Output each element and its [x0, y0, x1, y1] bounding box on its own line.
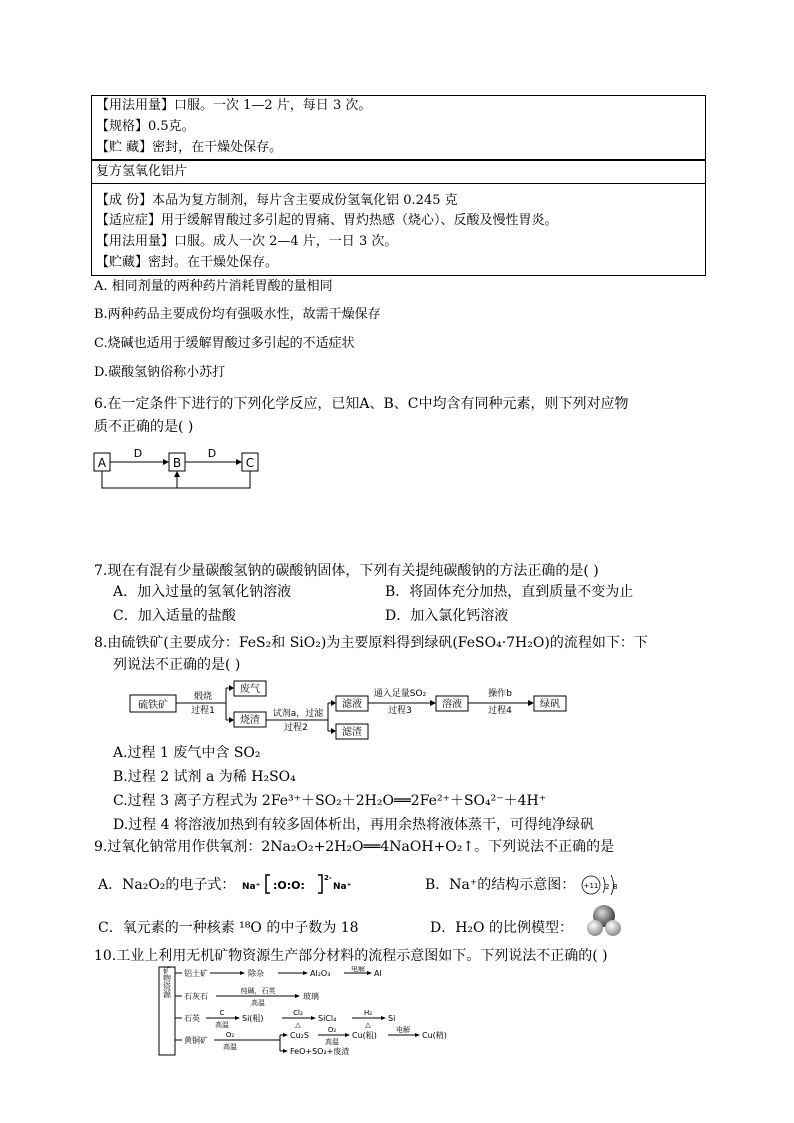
q8-opb-label: 操作b: [488, 689, 512, 699]
q8-step2-label: 过程2: [284, 723, 308, 733]
q10-row2-p1: 玻璃: [303, 992, 319, 1001]
q6-loop-arrow: [174, 471, 180, 477]
q10-row4-side: FeO+SO₂+废渣: [290, 1047, 350, 1056]
q8-product-label: 绿矾: [540, 699, 560, 710]
q10-row1-p1: Al₂O₃: [310, 969, 331, 978]
q10-row3-c3b: △: [365, 1021, 371, 1029]
q10-row1-p2: Al: [374, 969, 382, 978]
q10-row3-c1b: 高温: [215, 1021, 229, 1029]
q6-box-b-label: B: [172, 456, 182, 470]
q5-option-a: A. 相同剂量的两种药片消耗胃酸的量相同: [94, 279, 333, 294]
q9-shell2: 8: [613, 883, 618, 891]
q10-row1-mid: 除杂: [248, 969, 264, 978]
q8-filtrate-label: 滤液: [342, 699, 362, 710]
q8-option-a: A.过程 1 废气中含 SO₂: [113, 745, 261, 761]
q10-row3-c1: C: [219, 1009, 225, 1017]
q7-stem: 7.现在有混有少量碳酸氢钠的碳酸钠固体，下列有关提纯碳酸钠的方法正确的是( ): [94, 563, 599, 579]
q6-box-a-label: A: [97, 456, 107, 470]
q5-option-d: D.碳酸氢钠俗称小苏打: [94, 365, 226, 380]
q10-row4-c3: 电解: [396, 1026, 410, 1034]
q10-row4-start: 黄铜矿: [184, 1036, 208, 1045]
q8-reagent-label: 试剂a，过滤: [272, 709, 324, 719]
q8-solution-label: 溶液: [442, 699, 462, 710]
q8-roast-label: 煅烧: [193, 692, 213, 702]
q5-option-b: B.两种药品主要成份均有强吸水性，故需干燥保存: [94, 307, 381, 322]
q9-option-d: D．H₂O 的比例模型：: [430, 920, 573, 936]
q9-o2-symbol: :O:O:: [273, 879, 305, 892]
drug1-spec: 【规格】0.5克。: [96, 119, 195, 134]
q9-na-ion-diagram: [580, 872, 630, 898]
q10-row1-cond: 电解: [351, 966, 365, 973]
q8-flowchart: [128, 680, 578, 740]
q7-option-d: D．加入氯化钙溶液: [385, 608, 509, 624]
drug1-storage: 【贮 藏】密封，在干燥处保存。: [96, 140, 283, 155]
q10-row2-start: 石灰石: [184, 992, 208, 1001]
q10-row4-c2b: 高温: [325, 1038, 339, 1046]
q10-row3-p3: Si: [388, 1014, 396, 1023]
q10-row1-start: 铝土矿: [184, 969, 208, 978]
q7-option-a: A．加入过量的氢氧化钠溶液: [113, 584, 292, 600]
q6-box-c-label: C: [245, 456, 255, 470]
q10-row4-p3: Cu(精): [422, 1031, 447, 1040]
q9-water-model: [584, 904, 624, 938]
q8-option-c: C.过程 3 离子方程式为 2Fe³⁺＋SO₂＋2H₂O══2Fe²⁺＋SO₄²⁻＋4H⁺: [113, 793, 547, 809]
q7-option-c: C．加入适量的盐酸: [113, 608, 236, 624]
q8-step3-label: 过程3: [388, 706, 412, 716]
q8-dregs-label: 滤渣: [342, 727, 362, 738]
q10-row4-c1: O₂: [225, 1031, 235, 1039]
q10-row3-c3: H₂: [363, 1009, 373, 1017]
q10-row4-c1b: 高温: [223, 1043, 237, 1051]
drug2-ingredients: 【成 份】本品为复方制剂，每片含主要成份氢氧化铝 0.245 克: [96, 193, 458, 208]
q8-step1-label: 过程1: [191, 706, 215, 716]
q10-flowchart: [158, 966, 458, 1058]
q10-row3-p1: Si(粗): [242, 1014, 264, 1023]
q8-stem-line2: 列说法不正确的是( ): [113, 657, 241, 673]
q10-source-label: 矿物资源: [162, 966, 172, 998]
drug2-indications: 【适应症】用于缓解胃酸过多引起的胃痛、胃灼热感（烧心）、反酸及慢性胃炎。: [96, 213, 558, 228]
q10-stem: 10.工业上利用无机矿物资源生产部分材料的流程示意图如下。下列说法不正确的( ): [94, 948, 608, 964]
q9-na-left: Na⁺: [242, 882, 261, 892]
q9-option-a: A．Na₂O₂的电子式：: [98, 877, 236, 893]
q8-option-d: D.过程 4 将溶液加热到有较多固体析出，再用余热将液体蒸干，可得纯净绿矾: [113, 817, 594, 833]
drug2-name: 复方氢氧化铝片: [96, 164, 188, 179]
q6-reagent-1: D: [133, 447, 143, 460]
q8-so2-label: 通入足量SO₂: [373, 689, 427, 699]
q9-na-right: Na⁺: [333, 882, 352, 892]
drug1-dosage: 【用法用量】口服。一次 1—2 片，每日 3 次。: [96, 98, 372, 113]
drug2-storage: 【贮藏】密封。在干燥处保存。: [96, 255, 279, 270]
drug2-dosage: 【用法用量】口服。成人一次 2—4 片，一日 3 次。: [96, 234, 398, 249]
q10-row4-c2: O₂: [327, 1026, 337, 1034]
q9-option-c: C．氧元素的一种核素 ¹⁸O 的中子数为 18: [98, 920, 359, 936]
q10-row2-cond-top: 纯碱，石英: [240, 987, 276, 995]
q5-option-c: C.烧碱也适用于缓解胃酸过多引起的不适症状: [94, 336, 355, 351]
q10-row2-cond-bottom: 高温: [251, 999, 265, 1007]
q8-option-b: B.过程 2 试剂 a 为稀 H₂SO₄: [113, 769, 296, 785]
q9-charge: 2-: [324, 874, 332, 882]
q10-row3-p2: SiCl₄: [318, 1014, 337, 1023]
q6-reagent-2: D: [207, 447, 217, 460]
q8-stem-line1: 8.由硫铁矿(主要成分：FeS₂和 SiO₂)为主要原料得到绿矾(FeSO₄·7H₂O)的流程如下：下: [94, 635, 648, 651]
q9-option-b: B．Na⁺的结构示意图：: [425, 877, 576, 893]
q10-row3-c2: Cl₂: [293, 1009, 303, 1017]
q8-residue-label: 烧渣: [240, 715, 260, 726]
q6-diagram: [90, 445, 270, 495]
q8-waste-gas-label: 废气: [240, 684, 260, 695]
q10-row3-start: 石英: [184, 1014, 200, 1023]
q8-step4-label: 过程4: [488, 706, 512, 716]
q10-row3-c2b: △: [295, 1021, 301, 1029]
q10-row4-p2: Cu(粗): [352, 1031, 377, 1040]
q7-option-b: B．将固体充分加热，直到质量不变为止: [385, 584, 634, 600]
q10-row4-p1: Cu₂S: [290, 1031, 309, 1040]
q8-ore-label: 硫铁矿: [138, 700, 168, 711]
q6-stem-line1: 6.在一定条件下进行的下列化学反应，已知A、B、C中均含有同种元素，则下列对应物: [94, 396, 629, 412]
q9-nucleus: +11: [583, 882, 599, 890]
q9-stem: 9.过氧化钠常用作供氧剂：2Na₂O₂+2H₂O══4NaOH+O₂↑。下列说法不正确的是: [94, 839, 615, 855]
q9-shell1: 2: [605, 883, 610, 891]
q9-electron-formula: [240, 870, 360, 898]
q6-stem-line2: 质不正确的是( ): [94, 419, 194, 435]
